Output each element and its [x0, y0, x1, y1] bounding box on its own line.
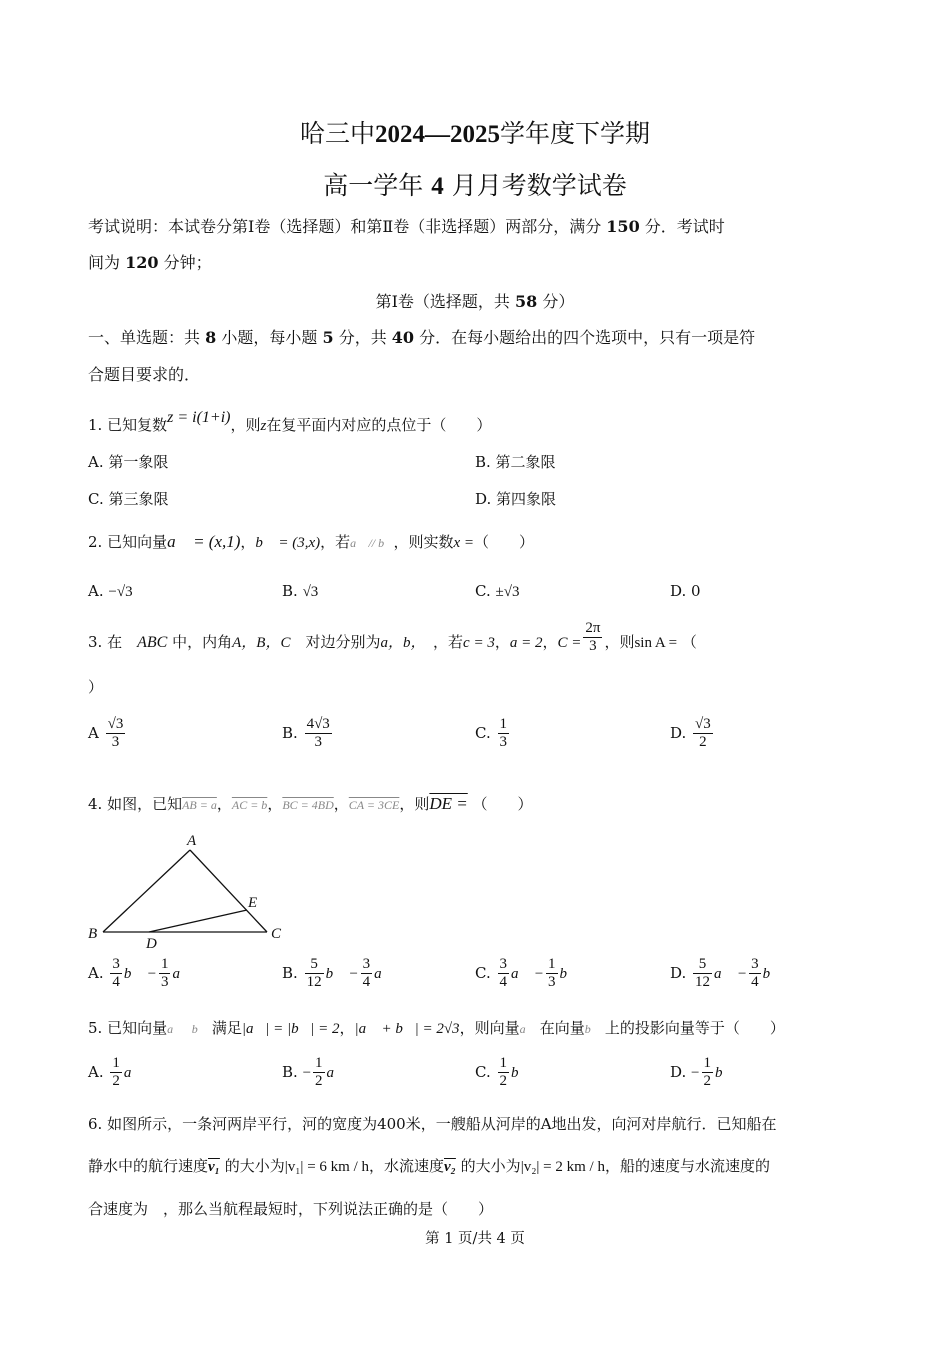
question-2-option-a: A. −√3 [88, 582, 133, 600]
question-1-option-d: D. 第四象限 [475, 490, 557, 508]
question-4-stem: 4. 如图，已知AB = a，AC = b，BC = 4BD，CA = 3CE，则DE = （ ） [88, 794, 533, 813]
question-1-stem: 1. 已知复数z = i(1+i)，则z在复平面内对应的点位于（ ） [88, 409, 492, 434]
section-description-line2: 合题目要求的． [88, 365, 201, 384]
segment-de [149, 910, 247, 932]
question-3-option-d: D. $\frac{√3}{2}$ [670, 716, 711, 751]
question-4-option-d: D. $\frac{5}{12}$ a⃗ − $\frac{3}{4}$ b⃗ [670, 956, 782, 991]
question-4-option-b: B. $\frac{5}{12}$ b⃗ − $\frac{3}{4}$ a⃗ [282, 956, 394, 991]
question-6-line3: 合速度为 ，那么当航程最短时，下列说法正确的是（ ） [88, 1200, 494, 1218]
question-5-option-c: C. $\frac{1}{2}$ b [475, 1055, 519, 1090]
question-1-option-a: A. 第一象限 [88, 453, 169, 471]
question-4-option-a: A. $\frac{3}{4}$ b⃗ − $\frac{1}{3}$ a⃗ [88, 956, 192, 991]
question-5-option-b: B. − $\frac{1}{2}$ a⃗ [282, 1055, 346, 1090]
question-3-stem: 3. 在 ABC 中，内角A，B，C 对边分别为a，b， ，若c = 3，a = 2，C = $\frac{2\pi}{3}$ ，则sin A = （ [88, 620, 697, 655]
question-5-stem: 5. 已知向量a⃗，b⃗ 满足|a⃗| = |b⃗| = 2，|a⃗ + b⃗| = 2√3，则向量a⃗ 在向量b⃗ 上的投影向量等于（ ） [88, 1019, 785, 1037]
question-2-option-b: B. √3 [282, 582, 319, 600]
question-1-option-b: B. 第二象限 [475, 453, 556, 471]
exam-instructions-line2: 间为 120 分钟； [88, 253, 212, 272]
vertex-b-label: B [88, 926, 98, 942]
question-3-stem-close: ） [88, 678, 104, 696]
triangle-figure [84, 828, 294, 952]
vertex-a-label: A [187, 833, 197, 849]
point-e-label: E [248, 895, 258, 911]
section-title: 第Ⅰ卷（选择题，共 58 分） [375, 292, 575, 311]
question-6-line1: 6. 如图所示，一条河两岸平行，河的宽度为400米，一艘船从河岸的A地出发，向河对岸航行．已知船在 [88, 1115, 777, 1133]
page-footer: 第 1 页/共 4 页 [425, 1231, 525, 1247]
question-1-option-c: C. 第三象限 [88, 490, 169, 508]
question-5-option-d: D. − $\frac{1}{2}$ b⃗ [670, 1055, 735, 1090]
question-2-option-c: C. ±√3 [475, 582, 520, 600]
exam-title-line2: 高一学年 4 月月考数学试卷 [323, 171, 627, 200]
edge-ab [103, 850, 190, 932]
section-description-line1: 一、单选题：共 8 小题，每小题 5 分，共 40 分．在每小题给出的四个选项中，只有一项是符 [88, 328, 756, 347]
question-2-option-d: D. 0 [670, 582, 701, 600]
question-3-option-a: A $\frac{√3}{3}$ [88, 716, 124, 751]
exam-title-line1: 哈三中2024—2025学年度下学期 [299, 119, 651, 148]
question-6-line2: 静水中的航行速度v₁ 的大小为|v₁| = 6 km / h，水流速度v₂ 的大小为|v₂| = 2 km / h，船的速度与水流速度的 [88, 1157, 770, 1175]
question-2-stem: 2. 已知向量a⃗ = (x,1)，b⃗ = (3,x)，若a⃗ // b⃗，则实数x =（ ） [88, 532, 535, 551]
question-5-option-a: A. $\frac{1}{2}$ a⃗ [88, 1055, 144, 1090]
question-3-option-c: C. $\frac{1}{3}$ [475, 716, 507, 751]
point-d-label: D [146, 936, 157, 952]
question-3-option-b: B. $\frac{4√3}{3}$ [282, 716, 330, 751]
question-4-option-c: C. $\frac{3}{4}$ a⃗ − $\frac{1}{3}$ b⃗ [475, 956, 579, 991]
exam-instructions-line1: 考试说明：本试卷分第Ⅰ卷（选择题）和第Ⅱ卷（非选择题）两部分，满分 150 分．考试时 [88, 217, 725, 236]
vertex-c-label: C [271, 926, 282, 942]
angle-c-fraction: $\frac{2\pi}{3}$ [585, 620, 601, 655]
